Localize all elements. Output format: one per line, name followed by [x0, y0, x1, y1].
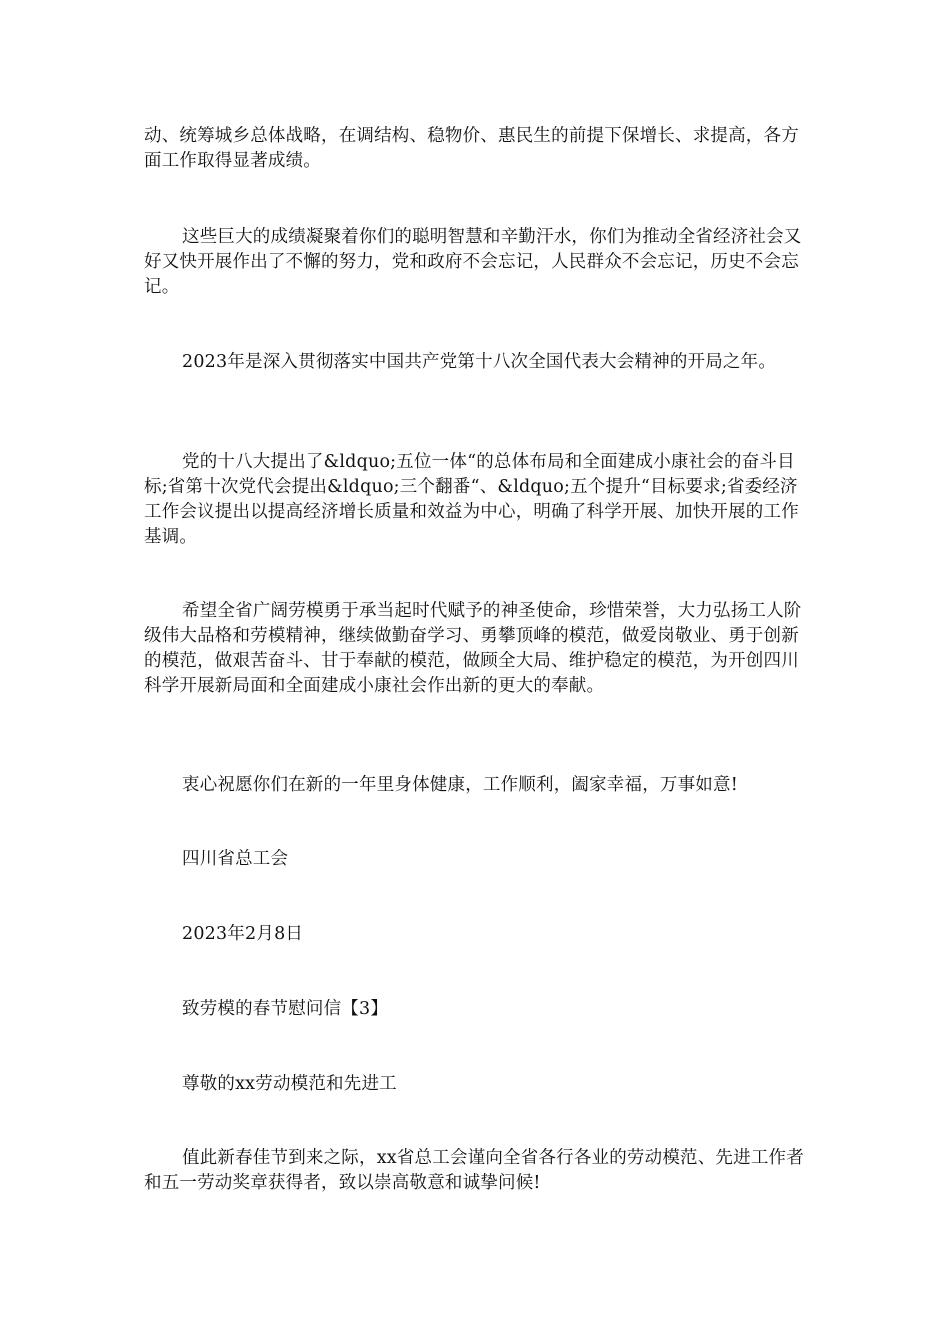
letter-salutation: 尊敬的xx劳动模范和先进工	[182, 1074, 397, 1094]
signature-date: 2023年2月8日	[182, 924, 304, 944]
paragraph-hopes: 希望全省广阔劳模勇于承当起时代赋予的神圣使命，珍惜荣誉，大力弘扬工人阶级伟大品格和劳模精神，继续做勤奋学习、勇攀顶峰的模范，做爱岗敬业、勇于创新的模范，做艰苦奋斗、甘于奉献的模范，做顾全大局、维护稳定的模范，为开创四川科学开展新局面和全面建成小康社会作出新的更大的奉献。	[144, 601, 802, 696]
paragraph-achievements: 这些巨大的成绩凝聚着你们的聪明智慧和辛勤汗水，你们为推动全省经济社会又好又快开展作出了不懈的努力，党和政府不会忘记，人民群众不会忘记，历史不会忘记。	[144, 227, 802, 297]
paragraph-greeting: 值此新春佳节到来之际，xx省总工会谨向全省各行各业的劳动模范、先进工作者和五一劳动奖章获得者，致以崇高敬意和诚挚问候!	[144, 1148, 804, 1193]
paragraph-2023-year: 2023年是深入贯彻落实中国共产党第十八次全国代表大会精神的开局之年。	[182, 352, 777, 372]
signature-organization: 四川省总工会	[182, 849, 289, 869]
paragraph-wishes: 衷心祝愿你们在新的一年里身体健康，工作顺利，阖家幸福，万事如意!	[182, 775, 738, 795]
paragraph-continuation: 动、统筹城乡总体战略，在调结构、稳物价、惠民生的前提下保增长、求提高，各方面工作取得显著成绩。	[144, 126, 799, 171]
paragraph-party-congress: 党的十八大提出了&ldquo;五位一体“的总体布局和全面建成小康社会的奋斗目标;省第十次党代会提出&ldquo;三个翻番“、&ldquo;五个提升“目标要求;省委经济工作会议提出以提高经济增长质量和效益为中心，明确了科学开展、加快开展的工作基调。	[144, 452, 799, 547]
letter-title: 致劳模的春节慰问信【3】	[182, 999, 389, 1019]
